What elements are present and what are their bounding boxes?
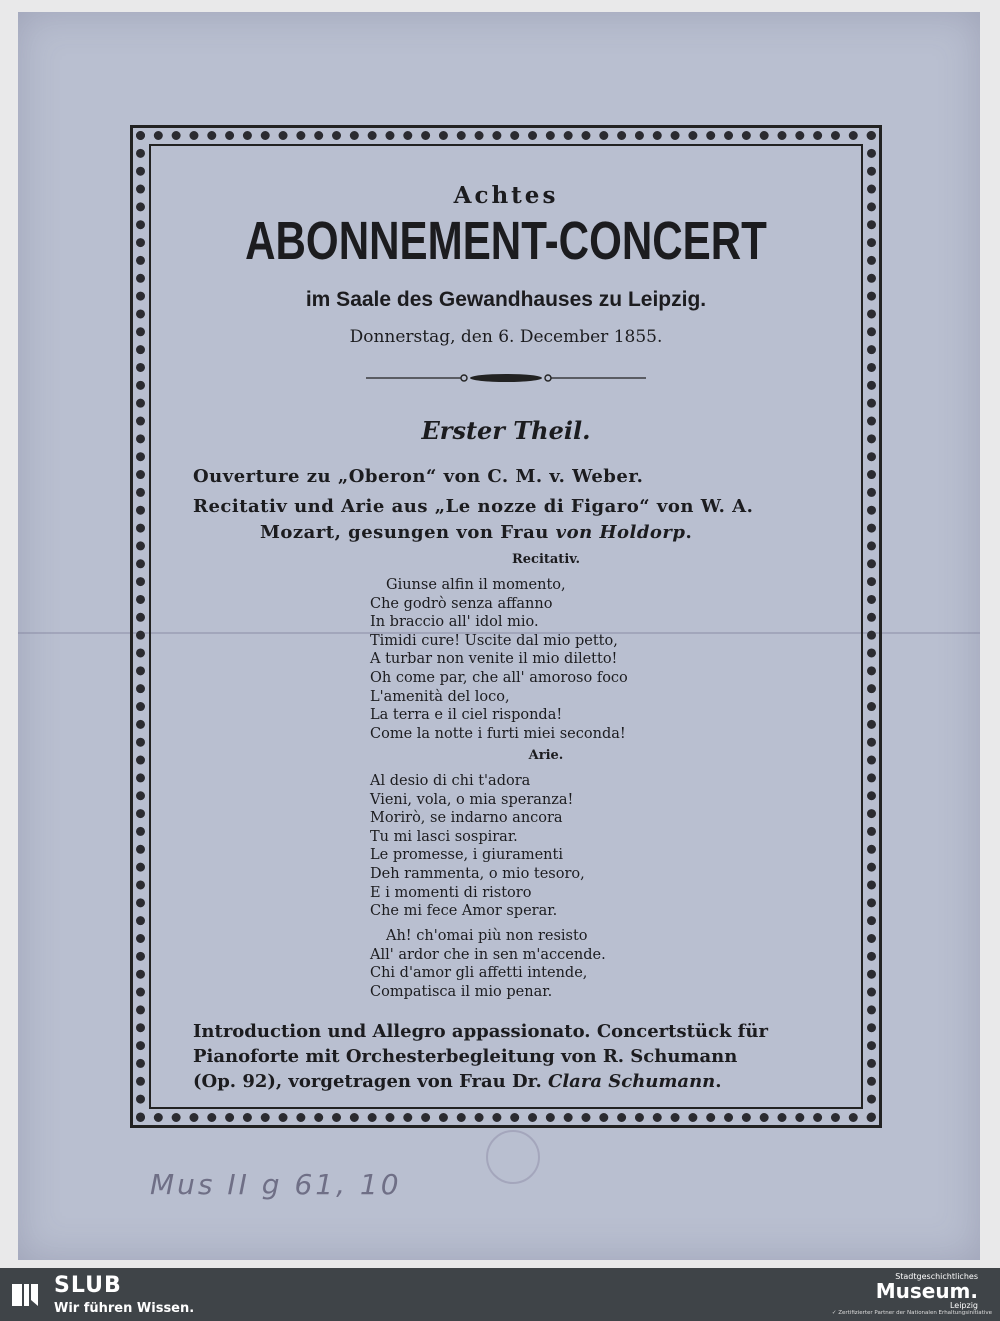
lyric-line: Chi d'amor gli affetti intende, — [370, 965, 588, 982]
handwritten-shelfmark: Mus II g 61, 10 — [150, 1168, 402, 1201]
finale-line-2: Pianoforte mit Orchesterbegleitung von R. Schumann — [193, 1046, 738, 1067]
lyric-line: Morirò, se indarno ancora — [370, 810, 563, 827]
museum-city: Leipzig — [949, 1301, 978, 1310]
lyric-line: Compatisca il mio penar. — [370, 983, 553, 1000]
lyric-line: Giunse alfin il momento, — [386, 577, 566, 593]
recitativ-heading: Recitativ. — [511, 552, 581, 567]
museum-certification: ✓ Zertifizierter Partner der Nationalen Erhaltungsinitiative — [831, 1310, 992, 1316]
lyric-line: E i momenti di ristoro — [370, 884, 532, 901]
library-stamp — [486, 1130, 540, 1184]
section-title: Erster Theil. — [421, 416, 591, 445]
program-item-concertstueck — [193, 1019, 843, 1094]
lyric-line: Tu mi lasci sospirar. — [370, 828, 518, 845]
concert-date: Donnerstag, den 6. December 1855. — [349, 327, 663, 347]
lyric-line: Deh rammenta, o mio tesoro, — [370, 865, 585, 882]
arie-heading: Arie. — [528, 748, 564, 763]
lyric-line: In braccio all' idol mio. — [370, 614, 539, 631]
playbill-sheet — [18, 12, 980, 1260]
singer-name: von Holdorp — [555, 522, 686, 543]
museum-prefix: Stadtgeschichtliches — [895, 1272, 978, 1281]
program-item-aria — [193, 494, 833, 546]
program-item-overture: Ouverture zu „Oberon“ von C. M. v. Weber. — [193, 466, 644, 487]
pre-title: Achtes — [453, 182, 559, 209]
lyric-line: Che godrò senza affanno — [370, 595, 553, 612]
arie-text — [370, 772, 730, 921]
lyric-line: Timidi cure! Uscite dal mio petto, — [370, 632, 618, 649]
concert-title: ABONNEMENT-CONCERT — [245, 211, 767, 271]
slub-logo-icon — [10, 1280, 40, 1310]
lyric-line: Le promesse, i giuramenti — [370, 847, 563, 864]
footer-bar — [0, 1268, 1000, 1321]
lyric-line: Oh come par, che all' amoroso foco — [370, 669, 628, 686]
aria-line-2: Mozart, gesungen von Frau von Holdorp. — [260, 522, 693, 543]
lyric-line: Ah! ch'omai più non resisto — [386, 928, 588, 944]
lyric-line: Al desio di chi t'adora — [370, 773, 531, 789]
lyric-line: Che mi fece Amor sperar. — [370, 903, 558, 920]
venue-line: im Saale des Gewandhauses zu Leipzig. — [305, 288, 707, 311]
lyric-line: La terra e il ciel risponda! — [370, 707, 563, 724]
finale-line-3: (Op. 92), vorgetragen von Frau Dr. Clara Schumann. — [193, 1071, 722, 1092]
lyric-line: L'amenità del loco, — [370, 688, 510, 705]
lyric-line: Come la notte i furti miei seconda! — [370, 725, 626, 742]
slub-name[interactable]: SLUB — [54, 1273, 122, 1298]
playbill-content — [149, 144, 863, 1109]
performer-name: Clara Schumann — [548, 1071, 716, 1092]
divider-ornament — [149, 370, 863, 386]
arie-text-continued — [370, 927, 730, 1001]
lyric-line: Vieni, vola, o mia speranza! — [370, 791, 574, 808]
flourish-icon — [366, 370, 646, 386]
lyric-line: All' ardor che in sen m'accende. — [370, 946, 606, 963]
finale-line-1: Introduction und Allegro appassionato. Concertstück für — [193, 1021, 768, 1042]
lyric-line: A turbar non venite il mio diletto! — [370, 651, 618, 668]
museum-name[interactable]: Museum. — [875, 1279, 978, 1303]
slub-claim: Wir führen Wissen. — [54, 1301, 195, 1316]
aria-line-1: Recitativ und Arie aus „Le nozze di Figaro“ von W. A. — [193, 496, 754, 517]
recitativ-text — [370, 576, 730, 743]
